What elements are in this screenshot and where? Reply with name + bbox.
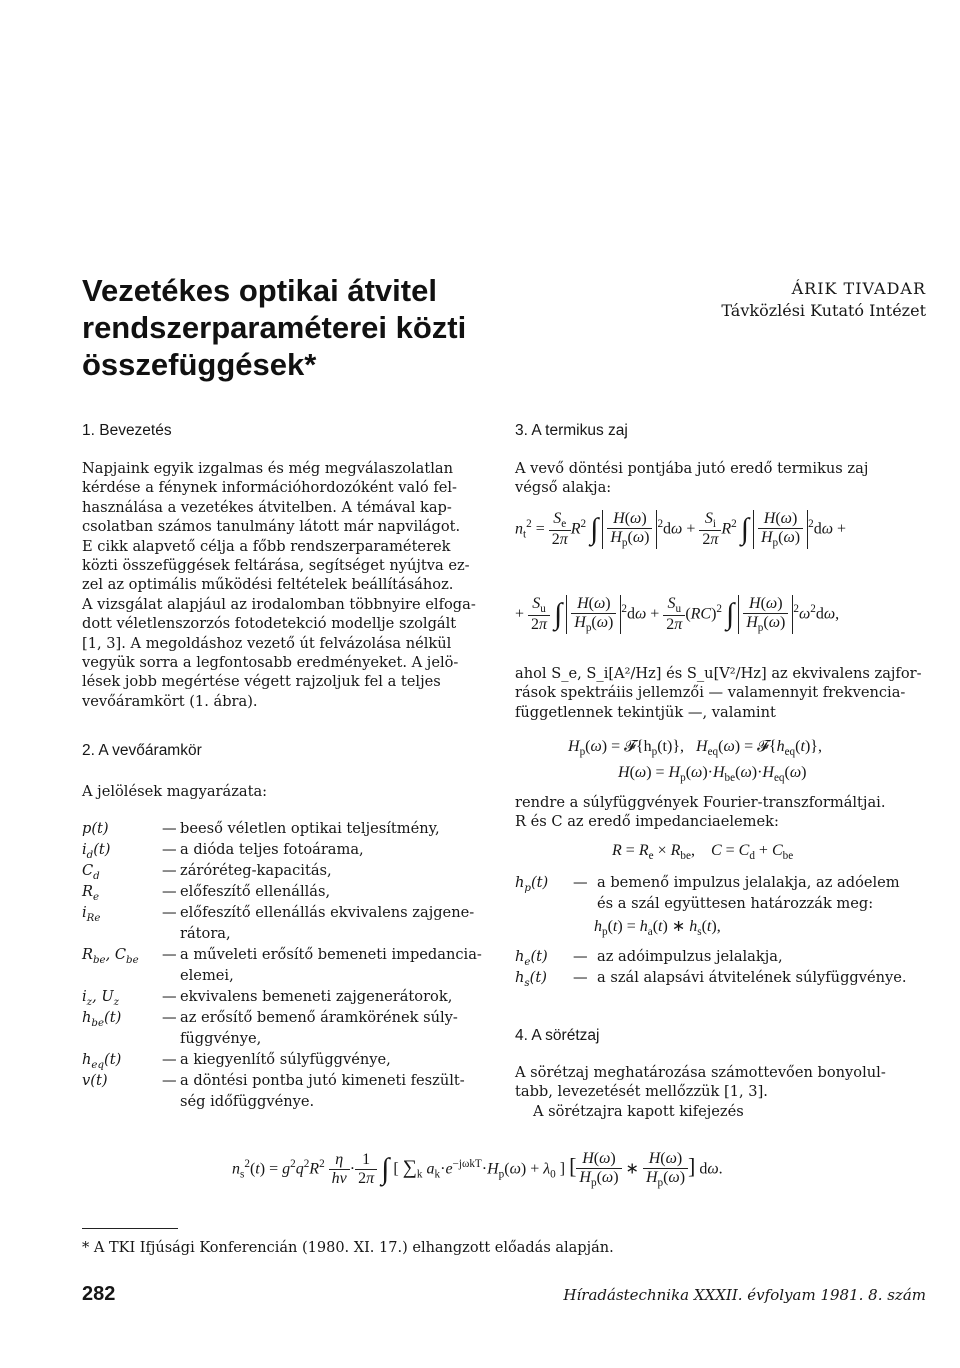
- shot-text-line-2: tabb, levezetését mellőzzük [1, 3].: [515, 1083, 768, 1101]
- intro-line: Napjaink egyik izgalmas és még megválaszolatlan: [82, 460, 454, 477]
- footnote: * A TKI Ifjúsági Konferencián (1980. XI. 17.) elhangzott előadás alapján.: [82, 1240, 614, 1256]
- definition-text: beeső véletlen optikai teljesítmény,: [180, 820, 440, 837]
- section-heading-3: 3. A termikus zaj: [515, 422, 628, 439]
- definition-symbol: $h_{be}(t)$: [82, 1009, 122, 1029]
- author-name: ÁRIK TIVADAR: [791, 279, 926, 298]
- hs-symbol: $h_s(t)$: [515, 969, 547, 989]
- page-number: 282: [82, 1283, 116, 1305]
- he-hs-definitions: [515, 946, 935, 988]
- definition-text: a döntési pontba jutó kimeneti feszült-: [180, 1072, 465, 1089]
- definition-text: függvénye,: [180, 1030, 262, 1047]
- section-heading-2: 2. A vevőáramkör: [82, 742, 202, 759]
- shot-noise-equation: $n_s^2(t) = g^2q^2R^2$ $\frac{\eta}{h\nu}$ · $\frac{1}{2\pi}$ ∫ [ $\sum_k$ $a_k\cdot e^{-j\omega kT}\cdot H_p(\omega) + \lambda_0$ ] [ $\frac{H(\omega)}{H_p(\omega)}$ ∗ $\frac{H(\omega)}{H_p(\omega)}$ ] dω.: [232, 1150, 723, 1190]
- title-line-3: összefüggések*: [82, 347, 317, 382]
- definition-dash: —: [162, 862, 177, 879]
- hp-dash: —: [573, 874, 588, 891]
- definition-dash: —: [162, 988, 177, 1005]
- definition-item: [82, 881, 502, 902]
- fourier-text-line-1: rendre a súlyfüggvények Fourier-transzformáltjai.: [515, 794, 886, 811]
- intro-line: lések jobb megértése végett rajzoljuk fel a teljes: [82, 673, 441, 691]
- definition-dash: —: [162, 841, 177, 858]
- definition-dash: —: [162, 883, 177, 900]
- intro-paragraph: [82, 459, 497, 711]
- thermal-after-line-3: függetlennek tekintjük —, valamint: [515, 703, 776, 721]
- hs-dash: —: [573, 969, 588, 986]
- notation-heading: A jelölések magyarázata:: [82, 783, 268, 800]
- thermal-noise-equation-line-2: + $\frac{S_u}{2\pi}$ ∫ $\frac{H(\omega)}{H_p(\omega)}$ $^2$dω + $\frac{S_u}{2\pi}$ (RC)$^2$ ∫ $\frac{H(\omega)}{H_p(\omega)}$ $^2\omega^2d\omega$,: [515, 595, 840, 635]
- definition-dash: —: [162, 1072, 177, 1089]
- definition-text: a műveleti erősítő bemeneti impedancia-: [180, 946, 482, 963]
- definition-item: [82, 902, 502, 944]
- convolution-equation: $h_p(t) = h_a(t)$ ∗ $h_s(t)$,: [594, 918, 721, 939]
- definition-symbol: $i_d(t)$: [82, 841, 111, 861]
- footnote-rule: [82, 1228, 178, 1229]
- definition-symbol: p(t): [82, 820, 109, 837]
- definition-dash: —: [162, 904, 177, 921]
- thermal-after-line-1: ahol S_e, S_i[A²/Hz] és S_u[V²/Hz] az ekvivalens zajfor-: [515, 665, 922, 682]
- intro-line: használása a vezetékes átvitelben. A témával kap-: [82, 498, 452, 516]
- he-symbol: $h_e(t)$: [515, 948, 548, 968]
- fourier-text-line-2: R és C az eredő impedanciaelemek:: [515, 813, 779, 831]
- intro-line: közti összefüggések feltárása, segítséget nyújtva ez-: [82, 557, 470, 575]
- definition-symbol: v(t): [82, 1072, 108, 1089]
- definition-symbol: $C_d$: [82, 862, 100, 882]
- definition-text: a dióda teljes fotoárama,: [180, 841, 364, 858]
- intro-line: vegyük sorra a legfontosabb eredményeket. A jelö-: [82, 654, 459, 672]
- thermal-intro-line-1: A vevő döntési pontjába jutó eredő termikus zaj: [515, 460, 869, 477]
- definition-dash: —: [162, 1009, 177, 1026]
- definition-text: az erősítő bemenő áramkörének súly-: [180, 1009, 458, 1026]
- section-heading-4: 4. A sörétzaj: [515, 1027, 600, 1044]
- intro-line: E cikk alapvető célja a főbb rendszerparaméterek: [82, 537, 451, 555]
- definition-item: [82, 986, 502, 1007]
- shot-text-line-3: A sörétzajra kapott kifejezés: [533, 1102, 744, 1120]
- hp-text-line-1: a bemenő impulzus jelalakja, az adóelem: [597, 874, 900, 891]
- intro-line: vevőáramkört (1. ábra).: [82, 692, 258, 710]
- title-line-2: rendszerparaméterei közti: [82, 310, 467, 345]
- definition-text: elemei,: [180, 967, 234, 984]
- definition-item: [82, 1049, 502, 1070]
- journal-reference: Híradástechnika XXXII. évfolyam 1981. 8. szám: [563, 1286, 926, 1304]
- intro-line: csolatban számos tanulmány látott már napvilágot.: [82, 518, 461, 536]
- definition-list: [82, 818, 502, 1112]
- author-affiliation: Távközlési Kutató Intézet: [721, 301, 926, 320]
- definition-text: a kiegyenlítő súlyfüggvénye,: [180, 1051, 391, 1068]
- definition-text: előfeszítő ellenállás,: [180, 883, 331, 900]
- definition-text: ség időfüggvénye.: [180, 1093, 315, 1110]
- definition-symbol: $h_{eq}(t)$: [82, 1051, 122, 1071]
- shot-text-line-1: A sörétzaj meghatározása számottevően bonyolul-: [515, 1064, 886, 1081]
- definition-item: [82, 839, 502, 860]
- definition-symbol: $i_z$, $U_z$: [82, 988, 120, 1008]
- intro-line: A vizsgálat alapjául az irodalomban többnyire elfoga-: [82, 595, 476, 613]
- definition-item: [82, 944, 502, 986]
- definition-item: [82, 860, 502, 881]
- hs-text: a szál alapsávi átvitelének súlyfüggvénye.: [597, 969, 907, 986]
- definition-dash: —: [162, 946, 177, 963]
- definition-symbol: $R_e$: [82, 883, 100, 903]
- thermal-after: [515, 664, 929, 722]
- definition-dash: —: [162, 820, 177, 837]
- thermal-intro: [515, 459, 929, 498]
- he-dash: —: [573, 948, 588, 965]
- title-line-1: Vezetékes optikai átvitel: [82, 273, 437, 308]
- definition-text: előfeszítő ellenállás ekvivalens zajgene-: [180, 904, 475, 921]
- thermal-noise-equation-line-1: $n_t^2$ = $\frac{S_e}{2\pi}$ $R^2$ ∫ $\frac{H(\omega)}{H_p(\omega)}$ $^2$dω + $\frac{S_i}{2\pi}$ $R^2$ ∫ $\frac{H(\omega)}{H_p(\omega)}$ $^2$dω +: [515, 510, 847, 550]
- intro-line: zel az optimális működési feltételek beállításához.: [82, 576, 454, 594]
- definition-item: [82, 818, 502, 839]
- impedance-equation: $R = R_e \times R_{be}$, $C = C_d + C_{be}$: [612, 842, 794, 863]
- definition-symbol: $i_{Re}$: [82, 904, 101, 924]
- hp-text-line-2: és a szál együttesen határozzák meg:: [597, 895, 874, 912]
- definition-item: [82, 1070, 502, 1112]
- definition-text: rátora,: [180, 925, 231, 942]
- thermal-after-line-2: rások spektráiis jellemzői — valamennyit frekvencia-: [515, 684, 906, 702]
- intro-line: [1, 3]. A megoldáshoz vezető út felvázolása nélkül: [82, 634, 452, 652]
- definition-text: záróréteg-kapacitás,: [180, 862, 332, 879]
- author-block: [721, 278, 926, 322]
- thermal-intro-line-2: végső alakja:: [515, 479, 612, 497]
- fourier-equation-1: $H_p(\omega)$ = $𝓕\{h_p(t)\}$, $H_{eq}(\omega)$ = $𝓕\{h_{eq}(t)\}$,: [568, 738, 822, 759]
- intro-line: kérdése a fénynek információhordozóként való fel-: [82, 479, 457, 497]
- he-text: az adóimpulzus jelalakja,: [597, 948, 783, 965]
- fourier-equation-2: $H(\omega) = H_p(\omega)\cdot H_{be}(\omega)\cdot H_{eq}(\omega)$: [618, 764, 807, 785]
- definition-symbol: $R_{be}$, $C_{be}$: [82, 946, 139, 966]
- article-title: [82, 272, 482, 383]
- definition-dash: —: [162, 1051, 177, 1068]
- definition-item: [82, 1007, 502, 1049]
- section-heading-1: 1. Bevezetés: [82, 422, 172, 439]
- hp-symbol: $h_p(t)$: [515, 874, 549, 894]
- shot-text: [515, 1063, 929, 1121]
- intro-line: dott véletlenszorzós fotodetekció modellje szolgált: [82, 615, 457, 633]
- hp-definition: [515, 872, 935, 914]
- fourier-text: [515, 793, 929, 832]
- definition-text: ekvivalens bemeneti zajgenerátorok,: [180, 988, 453, 1005]
